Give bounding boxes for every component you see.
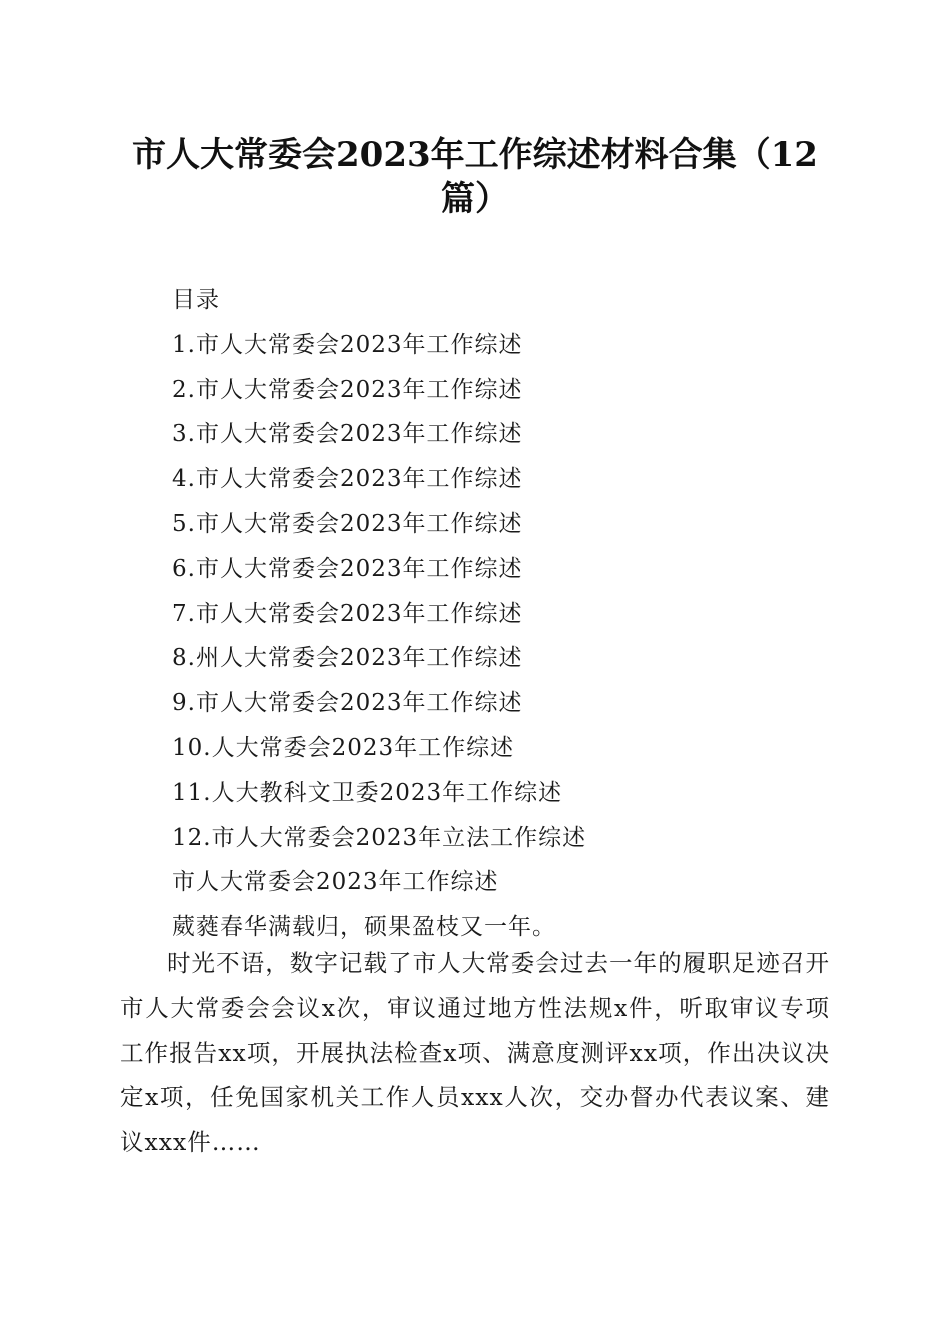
toc-item: 6.市人大常委会2023年工作综述: [172, 555, 523, 582]
body-text: [120, 941, 830, 1165]
toc-item: 1.市人大常委会2023年工作综述: [172, 331, 523, 358]
toc-heading: 目录: [172, 287, 220, 313]
toc-item: 4.市人大常委会2023年工作综述: [172, 466, 523, 493]
table-of-contents: [172, 278, 832, 950]
toc-item: 5.市人大常委会2023年工作综述: [172, 510, 523, 537]
toc-item: 9.市人大常委会2023年工作综述: [172, 690, 523, 717]
toc-item: 7.市人大常委会2023年工作综述: [172, 600, 523, 627]
toc-item: 8.州人大常委会2023年工作综述: [172, 645, 523, 672]
document-title: 市人大常委会2023年工作综述材料合集（12篇）: [132, 135, 818, 219]
body-paragraph: 时光不语，数字记载了市人大常委会过去一年的履职足迹召开市人大常委会会议x次，审议通过地方性法规x件，听取审议专项工作报告xx项，开展执法检查x项、满意度测评xx项，作出决议决定x项，任免国家机关工作人员xxx人次，交办督办代表议案、建议xxx件……: [120, 949, 830, 1157]
toc-item: 2.市人大常委会2023年工作综述: [172, 376, 523, 403]
toc-item: 11.人大教科文卫委2023年工作综述: [172, 779, 563, 806]
toc-item: 12.市人大常委会2023年立法工作综述: [172, 824, 587, 851]
toc-item: 3.市人大常委会2023年工作综述: [172, 421, 523, 448]
section-title: 市人大常委会2023年工作综述: [172, 869, 499, 896]
toc-item: 10.人大常委会2023年工作综述: [172, 734, 515, 761]
lead-line: 葳蕤春华满载归，硕果盈枝又一年。: [172, 914, 556, 941]
